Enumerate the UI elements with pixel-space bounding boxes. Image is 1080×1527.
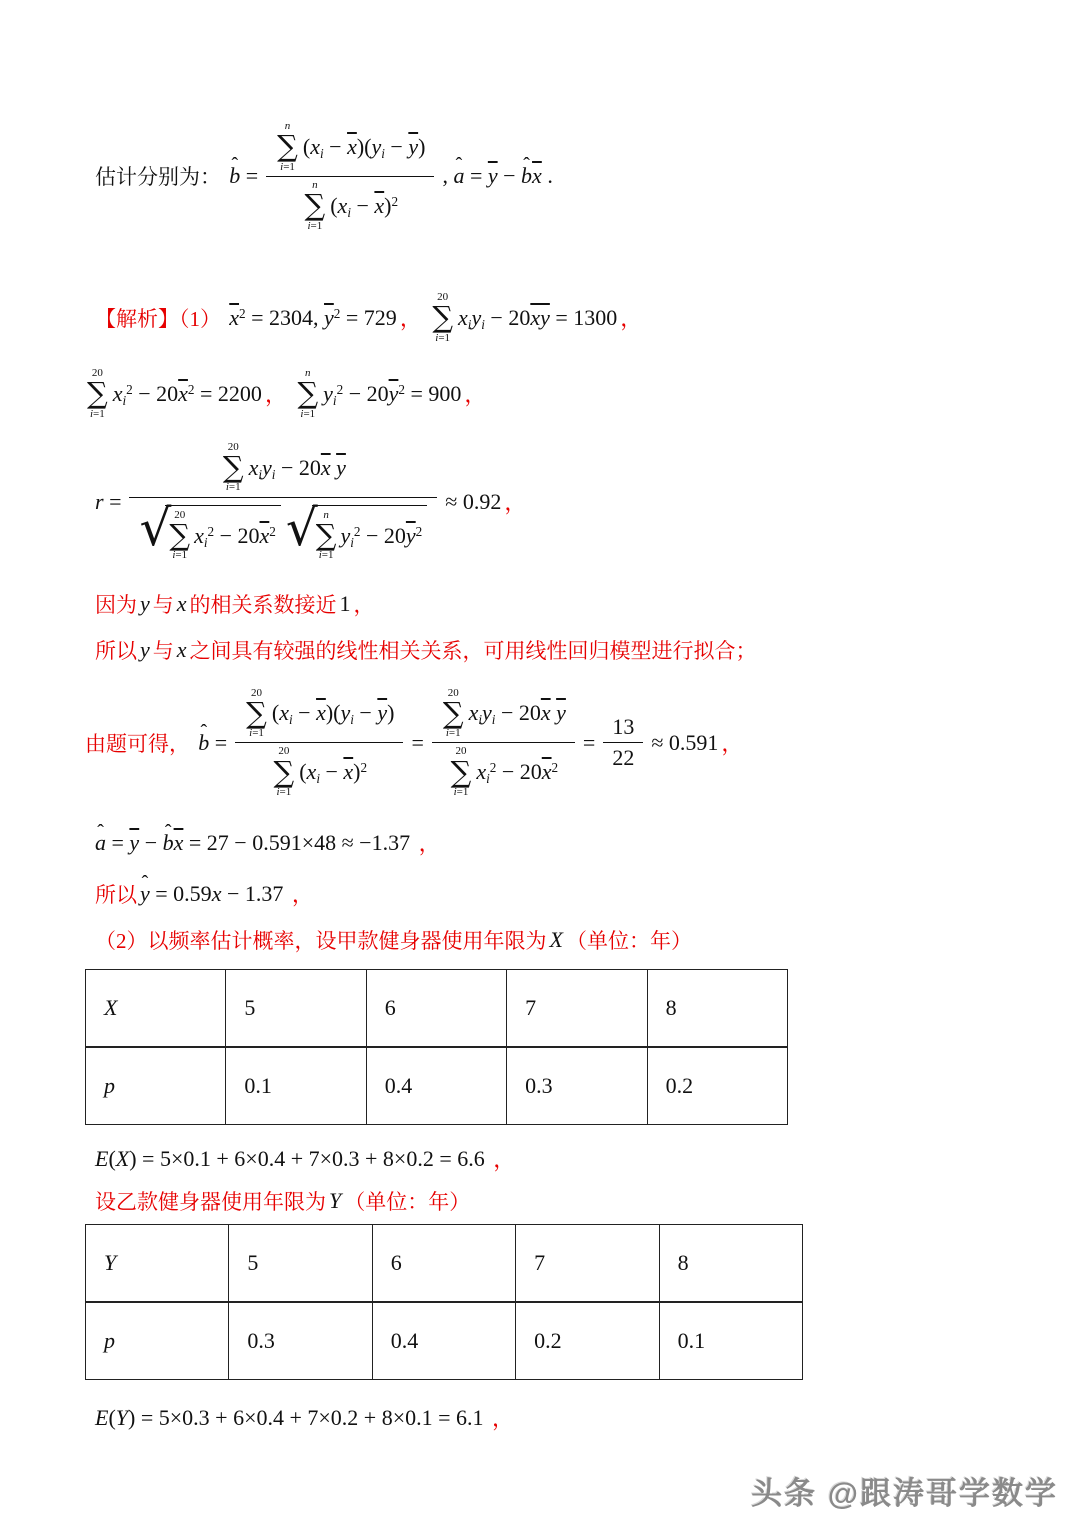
formula-sum-of-squares xyxy=(85,367,1025,421)
remark-text: 之间具有较强的线性相关关系，可用线性回归模型进行拟合； xyxy=(189,638,757,663)
sum-upper-limit: 20 xyxy=(278,745,290,758)
probability-cell: 0.1 xyxy=(659,1302,802,1380)
probability-cell: 0.1 xyxy=(226,1047,366,1125)
fraction-numerator xyxy=(432,685,575,744)
sum-lower-limit: i=1 xyxy=(276,786,292,799)
radical xyxy=(139,500,280,563)
fraction-denominator xyxy=(603,743,643,773)
x-value-cell: 8 xyxy=(647,970,787,1048)
radical-sign: √ xyxy=(285,498,318,557)
sigma-symbol: ∑ xyxy=(277,129,298,164)
math-expression: $y_i^2 - 20\overline{y}^2 = 900$ xyxy=(323,380,462,408)
sigma-symbol: ∑ xyxy=(222,449,244,484)
red-comma: ， xyxy=(721,731,744,757)
sigma-symbol: ∑ xyxy=(304,188,326,223)
table-row-y-values xyxy=(86,1225,803,1303)
sigma-symbol: ∑ xyxy=(87,375,108,410)
row-header-x: X xyxy=(86,970,226,1048)
sum-upper-limit: n xyxy=(323,508,329,521)
remark-text: 设乙款健身器使用年限为 xyxy=(95,1190,326,1215)
sum-upper-limit: 20 xyxy=(227,440,239,453)
formula-ahat-computation xyxy=(95,827,1025,858)
fraction-13-22 xyxy=(603,712,643,773)
fraction xyxy=(266,118,434,235)
sum-lower-limit: i=1 xyxy=(249,727,264,740)
fraction-numerator xyxy=(235,685,403,744)
summation-operator xyxy=(443,687,464,741)
numerator-value: 13 xyxy=(612,714,635,740)
row-header-p: p xyxy=(86,1047,226,1125)
sum-lower-limit: i=1 xyxy=(300,407,316,420)
math-expression: ˆ y = 0.59x − 1.37 xyxy=(140,881,289,907)
sigma-symbol: ∑ xyxy=(297,375,319,410)
summation-operator xyxy=(223,441,244,495)
formula-bhat-computation xyxy=(85,685,1025,802)
radicand xyxy=(312,505,428,563)
probability-cell: 0.4 xyxy=(372,1302,515,1380)
math-var-y: y xyxy=(140,636,150,662)
sum-lower-limit: i=1 xyxy=(172,549,188,562)
fraction-numerator xyxy=(129,439,437,498)
radical-sign: √ xyxy=(139,498,172,557)
probability-cell: 0.2 xyxy=(516,1302,659,1380)
math-expression: E(X) = 5×0.1 + 6×0.4 + 7×0.3 + 8×0.2 = 6.6 xyxy=(95,1145,491,1171)
radical xyxy=(286,500,427,563)
remark-text: 与 xyxy=(152,592,174,617)
summation-operator xyxy=(297,367,318,421)
math-tail-ahat: , ˆ $a = \overline{y}$ − ˆ $b\overline{x}$ . xyxy=(442,163,552,189)
math-expression: $(x_i - \overline{x})^2$ xyxy=(330,192,399,220)
sum-lower-limit: i=1 xyxy=(307,219,323,232)
sum-upper-limit: 20 xyxy=(174,508,186,521)
sum-upper-limit: n xyxy=(312,178,318,191)
math-lhs-bhat: ˆ b = xyxy=(229,163,258,189)
math-var-X: X xyxy=(549,927,563,953)
remark-text: 因为 xyxy=(95,592,137,617)
math-expression: $x_iy_i - 20\overline{x}$ $\overline{y}$ xyxy=(468,700,566,728)
fraction-denominator xyxy=(235,743,403,801)
sigma-symbol: ∑ xyxy=(432,300,454,335)
remark-text: 的相关系数接近 xyxy=(189,592,337,617)
fraction-numerator xyxy=(603,712,643,743)
sum-lower-limit: i=1 xyxy=(225,481,241,494)
math-expression: $(x_i - \overline{x})^2$ xyxy=(299,759,368,787)
sum-lower-limit: i=1 xyxy=(435,331,451,344)
table-row-y-probabilities xyxy=(86,1302,803,1380)
red-comma: ， xyxy=(418,831,441,857)
remark-text: （单位：年） xyxy=(565,929,692,954)
summation-operator xyxy=(277,120,298,174)
y-value-cell: 6 xyxy=(372,1225,515,1303)
sum-upper-limit: 20 xyxy=(91,366,103,379)
red-comma: ， xyxy=(493,1147,516,1173)
sum-lower-limit: i=1 xyxy=(453,786,469,799)
math-expression: $x_i^2 - 20\overline{x}^2$ xyxy=(194,522,276,550)
formula-expectation-x xyxy=(95,1143,1025,1174)
probability-cell: 0.3 xyxy=(507,1047,647,1125)
summation-operator xyxy=(87,367,108,421)
sum-lower-limit: i=1 xyxy=(445,727,461,740)
summation-operator xyxy=(274,745,295,799)
formula-analysis-part1 xyxy=(95,291,1025,345)
math-expression: $y_i^2 - 20\overline{y}^2$ xyxy=(340,522,423,550)
math-var-y: y xyxy=(140,590,150,616)
summation-operator xyxy=(305,179,326,233)
table-row-x-values xyxy=(86,970,788,1048)
math-expression: $x_i^2 - 20\overline{x}^2 = 2200$ xyxy=(112,380,262,408)
formula-regression-equation xyxy=(95,878,1025,909)
summation-operator xyxy=(432,291,453,345)
statement-y xyxy=(95,1186,1025,1216)
x-value-cell: 5 xyxy=(226,970,366,1048)
math-expression: E(Y) = 5×0.3 + 6×0.4 + 7×0.2 + 8×0.1 = 6.1 xyxy=(95,1404,490,1430)
part2-statement-x xyxy=(95,925,1025,955)
fraction-denominator xyxy=(266,177,434,235)
formula-estimator-definition xyxy=(95,118,1025,235)
summation-operator xyxy=(451,745,472,799)
sum-upper-limit: 20 xyxy=(447,686,459,699)
red-comma: ， xyxy=(264,382,293,408)
equals-sign: = xyxy=(582,729,596,755)
math-approx-value: ≈ 0.92 xyxy=(445,488,502,514)
y-value-cell: 5 xyxy=(229,1225,372,1303)
fraction xyxy=(235,685,403,802)
number-one: 1 xyxy=(339,590,351,616)
watermark-toutiao-account: 头条 @跟涛哥学数学 xyxy=(751,1476,1058,1511)
probability-cell: 0.2 xyxy=(647,1047,787,1125)
math-var-Y: Y xyxy=(329,1188,342,1214)
x-value-cell: 6 xyxy=(366,970,506,1048)
formula-prefix-text: 估计分别为： xyxy=(95,165,227,190)
math-expression: $x_iy_i - 20\overline{x}$ $\overline{y}$ xyxy=(248,454,346,482)
remark-text: 由题可得， xyxy=(85,731,196,756)
remark-text: 与 xyxy=(152,638,174,663)
sigma-symbol: ∑ xyxy=(450,754,472,789)
probability-cell: 0.4 xyxy=(366,1047,506,1125)
y-value-cell: 8 xyxy=(659,1225,802,1303)
summation-operator xyxy=(169,509,190,563)
math-expression: $x_iy_i - 20\overline{xy} = 1300$ xyxy=(458,304,618,332)
summation-operator xyxy=(316,509,337,563)
sum-upper-limit: 20 xyxy=(437,290,449,303)
math-lhs-bhat: ˆ b = xyxy=(198,730,227,756)
sum-upper-limit: 20 xyxy=(251,686,263,699)
sigma-symbol: ∑ xyxy=(315,517,337,552)
math-expression: $x_i^2 - 20\overline{x}^2$ xyxy=(476,759,559,787)
x-value-cell: 7 xyxy=(507,970,647,1048)
remark-text: 所以 xyxy=(95,882,137,907)
math-expression: $\overline{x}^2 = 2304$, $\overline{y}^2 = 729$ xyxy=(229,304,397,330)
summation-operator xyxy=(246,687,267,741)
sum-lower-limit: i=1 xyxy=(280,160,295,173)
sigma-symbol: ∑ xyxy=(442,695,464,730)
fraction xyxy=(432,685,575,802)
red-comma: ， xyxy=(353,592,375,617)
table-body xyxy=(86,1225,803,1380)
remark-linear-model-fit xyxy=(95,635,1025,665)
distribution-table-y xyxy=(85,1224,803,1380)
red-comma: ， xyxy=(464,382,487,408)
probability-cell: 0.3 xyxy=(229,1302,372,1380)
distribution-table-x xyxy=(85,969,788,1125)
sigma-symbol: ∑ xyxy=(273,754,295,789)
remark-text: （单位：年） xyxy=(344,1190,471,1215)
sigma-symbol: ∑ xyxy=(246,695,267,730)
fraction-numerator xyxy=(266,118,434,177)
remark-correlation-close-to-1 xyxy=(95,589,1025,619)
red-comma: ， xyxy=(504,490,527,516)
formula-correlation-coefficient xyxy=(95,439,1025,565)
radicand xyxy=(165,505,281,563)
red-comma: ， xyxy=(399,306,428,332)
math-lhs-r: r = xyxy=(95,488,122,514)
math-var-x: x xyxy=(176,590,187,616)
row-header-p: p xyxy=(86,1302,229,1380)
red-comma: ， xyxy=(291,882,314,908)
math-expression: $(x_i - \overline{x})(y_i - \overline{y})$ xyxy=(302,133,426,161)
y-value-cell: 7 xyxy=(516,1225,659,1303)
sum-upper-limit: n xyxy=(284,120,291,132)
remark-text: （2）以频率估计概率，设甲款健身器使用年限为 xyxy=(95,929,547,954)
math-var-x: x xyxy=(176,636,187,662)
denominator-value: 22 xyxy=(612,745,635,771)
math-approx-value: ≈ 0.591 xyxy=(651,729,719,755)
table-row-x-probabilities xyxy=(86,1047,788,1125)
red-comma: ， xyxy=(492,1406,515,1432)
equals-sign: = xyxy=(411,729,424,755)
fraction-denominator xyxy=(129,498,437,565)
math-expression: ˆ $a = \overline{y}$ − ˆ $b\overline{x} = 27 - 0.591\times 48 \approx -1.37$ xyxy=(95,830,416,856)
red-comma: ， xyxy=(620,306,643,332)
math-expression: $(x_i - \overline{x})(y_i - \overline{y})$ xyxy=(271,700,395,728)
sum-lower-limit: i=1 xyxy=(318,549,334,562)
remark-text: 所以 xyxy=(95,638,137,663)
sigma-symbol: ∑ xyxy=(169,517,191,552)
solution-content xyxy=(85,118,1025,1433)
formula-expectation-y xyxy=(95,1402,1025,1433)
fraction-denominator xyxy=(432,743,575,801)
sum-lower-limit: i=1 xyxy=(89,407,105,420)
fraction xyxy=(129,439,437,565)
table-body xyxy=(86,970,788,1125)
row-header-y: Y xyxy=(86,1225,229,1303)
sum-upper-limit: 20 xyxy=(455,745,467,758)
sum-upper-limit: n xyxy=(305,366,311,379)
analysis-tag: 【解析】（1） xyxy=(95,306,227,331)
